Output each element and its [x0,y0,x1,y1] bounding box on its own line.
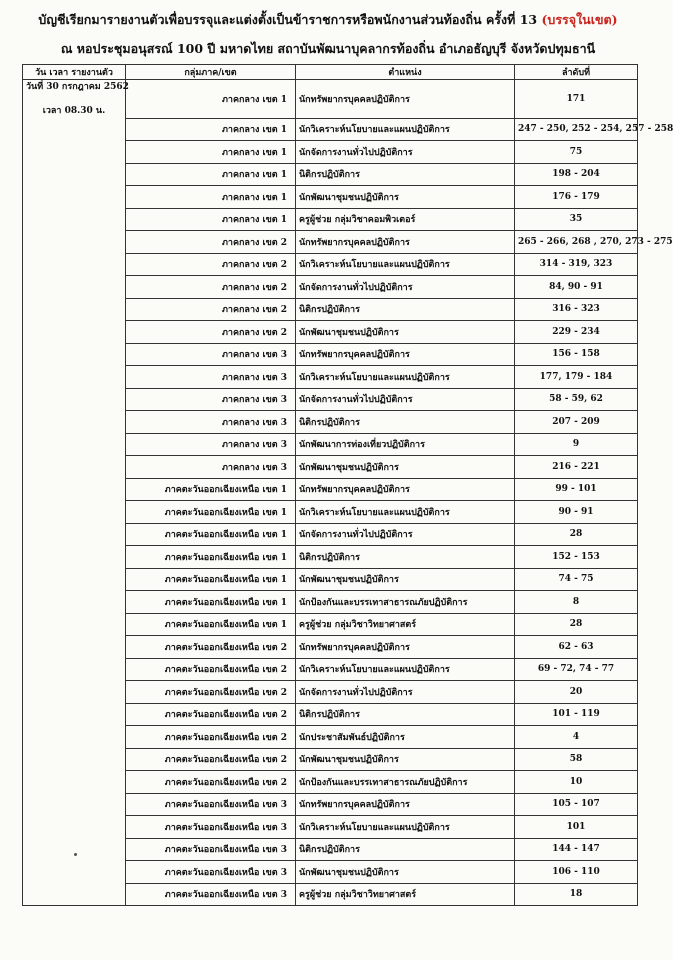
position-cell: นักพัฒนาชุมชนปฏิบัติการ [296,321,515,344]
date-cell [23,838,126,861]
order-cell: 58 [515,748,638,771]
order-cell: 18 [515,883,638,906]
order-cell: 152 - 153 [515,546,638,569]
date-cell [23,816,126,839]
date-cell [23,208,126,231]
report-time: เวลา 08.30 น. [42,106,106,116]
zone-cell: ภาคตะวันออกเฉียงเหนือ เขต 1 [126,546,296,569]
order-cell: 75 [515,141,638,164]
date-cell [23,388,126,411]
zone-cell: ภาคกลาง เขต 2 [126,253,296,276]
date-cell [23,771,126,794]
zone-cell: ภาคกลาง เขต 2 [126,231,296,254]
order-cell: 90 - 91 [515,501,638,524]
table-row [23,141,638,164]
table-row [23,343,638,366]
position-cell: นักจัดการงานทั่วไปปฏิบัติการ [296,276,515,299]
zone-cell: ภาคกลาง เขต 1 [126,80,296,119]
date-cell [23,793,126,816]
title-highlight: (บรรจุในเขต) [541,12,618,27]
order-cell: 316 - 323 [515,298,638,321]
order-cell: 20 [515,681,638,704]
zone-cell: ภาคกลาง เขต 1 [126,118,296,141]
date-cell [23,80,129,119]
order-cell: 176 - 179 [515,186,638,209]
zone-cell: ภาคกลาง เขต 2 [126,298,296,321]
zone-cell: ภาคกลาง เขต 1 [126,141,296,164]
position-cell: นักจัดการงานทั่วไปปฏิบัติการ [296,681,515,704]
table-row [23,703,638,726]
zone-cell: ภาคตะวันออกเฉียงเหนือ เขต 1 [126,478,296,501]
date-cell [23,568,126,591]
date-cell [23,613,126,636]
table-row [23,433,638,456]
position-cell: นักพัฒนาการท่องเที่ยวปฏิบัติการ [296,433,515,456]
order-cell: 207 - 209 [515,411,638,434]
order-cell: 35 [515,208,638,231]
zone-cell: ภาคตะวันออกเฉียงเหนือ เขต 2 [126,726,296,749]
position-cell: นักป้องกันและบรรเทาสาธารณภัยปฏิบัติการ [296,771,515,794]
position-cell: นักทรัพยากรบุคคลปฏิบัติการ [296,793,515,816]
position-cell: นักพัฒนาชุมชนปฏิบัติการ [296,456,515,479]
position-cell: นักจัดการงานทั่วไปปฏิบัติการ [296,523,515,546]
table-row [23,80,638,119]
date-cell [23,523,126,546]
table-header-row [23,65,638,80]
table-row [23,411,638,434]
zone-cell: ภาคกลาง เขต 2 [126,321,296,344]
position-cell: นักทรัพยากรบุคคลปฏิบัติการ [296,80,515,119]
zone-cell: ภาคตะวันออกเฉียงเหนือ เขต 2 [126,681,296,704]
page-title [0,10,656,30]
zone-cell: ภาคกลาง เขต 3 [126,366,296,389]
table-row [23,793,638,816]
table-row [23,591,638,614]
order-cell: 144 - 147 [515,838,638,861]
zone-cell: ภาคกลาง เขต 3 [126,433,296,456]
position-cell: นักทรัพยากรบุคคลปฏิบัติการ [296,343,515,366]
order-cell: 8 [515,591,638,614]
date-cell [23,343,126,366]
scan-dot [74,853,77,856]
table-row [23,546,638,569]
date-cell [23,501,126,524]
order-cell: 101 [515,816,638,839]
zone-cell: ภาคตะวันออกเฉียงเหนือ เขต 1 [126,613,296,636]
order-cell: 99 - 101 [515,478,638,501]
order-cell: 247 - 250, 252 - 254, 257 - 258 [515,118,638,141]
table-row [23,681,638,704]
position-cell: นักประชาสัมพันธ์ปฏิบัติการ [296,726,515,749]
position-cell: นักทรัพยากรบุคคลปฏิบัติการ [296,478,515,501]
table-row [23,748,638,771]
zone-cell: ภาคตะวันออกเฉียงเหนือ เขต 3 [126,816,296,839]
date-cell [23,591,126,614]
order-cell: 101 - 119 [515,703,638,726]
position-cell: นิติกรปฏิบัติการ [296,298,515,321]
date-cell [23,231,126,254]
position-cell: นักทรัพยากรบุคคลปฏิบัติการ [296,231,515,254]
zone-cell: ภาคกลาง เขต 3 [126,411,296,434]
zone-cell: ภาคกลาง เขต 3 [126,456,296,479]
table-row [23,366,638,389]
table-row [23,208,638,231]
table-row [23,568,638,591]
zone-cell: ภาคตะวันออกเฉียงเหนือ เขต 1 [126,501,296,524]
position-cell: นิติกรปฏิบัติการ [296,838,515,861]
zone-cell: ภาคกลาง เขต 3 [126,388,296,411]
position-cell: นักวิเคราะห์นโยบายและแผนปฏิบัติการ [296,816,515,839]
table-row [23,726,638,749]
order-cell: 84, 90 - 91 [515,276,638,299]
zone-cell: ภาคตะวันออกเฉียงเหนือ เขต 1 [126,591,296,614]
order-cell: 177, 179 - 184 [515,366,638,389]
zone-cell: ภาคตะวันออกเฉียงเหนือ เขต 2 [126,748,296,771]
date-cell [23,546,126,569]
table-row [23,658,638,681]
zone-cell: ภาคตะวันออกเฉียงเหนือ เขต 2 [126,703,296,726]
table-row [23,501,638,524]
order-cell: 28 [515,613,638,636]
position-cell: นักวิเคราะห์นโยบายและแผนปฏิบัติการ [296,118,515,141]
table-body [23,80,673,906]
report-schedule-table [22,64,673,906]
order-cell: 74 - 75 [515,568,638,591]
table-row [23,118,638,141]
order-cell: 4 [515,726,638,749]
position-cell: นักป้องกันและบรรเทาสาธารณภัยปฏิบัติการ [296,591,515,614]
date-cell [23,186,126,209]
date-cell [23,321,126,344]
order-cell: 198 - 204 [515,163,638,186]
table-row [23,456,638,479]
table-row [23,771,638,794]
date-cell [23,298,126,321]
zone-cell: ภาคกลาง เขต 2 [126,276,296,299]
table-row [23,523,638,546]
table-row [23,613,638,636]
table-row [23,231,638,254]
position-cell: นักวิเคราะห์นโยบายและแผนปฏิบัติการ [296,501,515,524]
table-row [23,321,638,344]
table-row [23,163,638,186]
title-main: บัญชีเรียกมารายงานตัวเพื่อบรรจุและแต่งตั้งเป็นข้าราชการหรือพนักงานส่วนท้องถิ่น ครั้งที่ 13 [38,12,542,27]
order-cell: 62 - 63 [515,636,638,659]
position-cell: นักวิเคราะห์นโยบายและแผนปฏิบัติการ [296,253,515,276]
order-cell: 105 - 107 [515,793,638,816]
table-row [23,186,638,209]
position-cell: นิติกรปฏิบัติการ [296,546,515,569]
date-cell [23,658,126,681]
position-cell: นิติกรปฏิบัติการ [296,163,515,186]
position-cell: ครูผู้ช่วย กลุ่มวิชาวิทยาศาสตร์ [296,613,515,636]
page-subtitle: ณ หอประชุมอนุสรณ์ 100 ปี มหาดไทย สถาบันพัฒนาบุคลากรท้องถิ่น อำเภอธัญบุรี จังหวัดปทุมธานี [60,41,596,56]
position-cell: ครูผู้ช่วย กลุ่มวิชาวิทยาศาสตร์ [296,883,515,906]
date-cell [23,883,126,906]
table-row [23,478,638,501]
order-cell: 9 [515,433,638,456]
date-cell [23,478,126,501]
date-cell [23,703,126,726]
position-cell: นักทรัพยากรบุคคลปฏิบัติการ [296,636,515,659]
date-cell [23,163,126,186]
report-date: วันที่ 30 กรกฎาคม 2562 [26,82,129,92]
position-cell: นักพัฒนาชุมชนปฏิบัติการ [296,186,515,209]
zone-cell: ภาคตะวันออกเฉียงเหนือ เขต 3 [126,793,296,816]
order-cell: 156 - 158 [515,343,638,366]
zone-cell: ภาคตะวันออกเฉียงเหนือ เขต 1 [126,523,296,546]
zone-cell: ภาคตะวันออกเฉียงเหนือ เขต 2 [126,636,296,659]
date-cell [23,456,126,479]
position-cell: นักพัฒนาชุมชนปฏิบัติการ [296,748,515,771]
table-row [23,253,638,276]
position-cell: นักพัฒนาชุมชนปฏิบัติการ [296,861,515,884]
zone-cell: ภาคกลาง เขต 1 [126,163,296,186]
header-zone: กลุ่มภาค/เขต [126,65,296,80]
date-cell [23,748,126,771]
zone-cell: ภาคตะวันออกเฉียงเหนือ เขต 2 [126,658,296,681]
zone-cell: ภาคตะวันออกเฉียงเหนือ เขต 3 [126,861,296,884]
date-cell [23,433,126,456]
order-cell: 171 [515,80,638,119]
order-cell: 229 - 234 [515,321,638,344]
zone-cell: ภาคกลาง เขต 1 [126,208,296,231]
date-cell [23,411,126,434]
zone-cell: ภาคกลาง เขต 3 [126,343,296,366]
zone-cell: ภาคตะวันออกเฉียงเหนือ เขต 2 [126,771,296,794]
date-cell [23,366,126,389]
order-cell: 10 [515,771,638,794]
order-cell: 216 - 221 [515,456,638,479]
date-cell [23,726,126,749]
zone-cell: ภาคตะวันออกเฉียงเหนือ เขต 1 [126,568,296,591]
date-cell [23,861,126,884]
order-cell: 265 - 266, 268 , 270, 273 - 275 [515,231,638,254]
zone-cell: ภาคตะวันออกเฉียงเหนือ เขต 3 [126,883,296,906]
zone-cell: ภาคกลาง เขต 1 [126,186,296,209]
date-cell [23,141,126,164]
date-cell [23,276,126,299]
date-cell [23,636,126,659]
header-date-time: วัน เวลา รายงานตัว [23,65,126,80]
position-cell: นิติกรปฏิบัติการ [296,703,515,726]
header-order: ลำดับที่ [515,65,638,80]
table-row [23,276,638,299]
table-row [23,816,638,839]
order-cell: 28 [515,523,638,546]
table-row [23,636,638,659]
table-row [23,388,638,411]
order-cell: 106 - 110 [515,861,638,884]
order-cell: 314 - 319, 323 [515,253,638,276]
date-cell [23,118,126,141]
order-cell: 58 - 59, 62 [515,388,638,411]
position-cell: นักวิเคราะห์นโยบายและแผนปฏิบัติการ [296,658,515,681]
date-cell [23,253,126,276]
date-cell [23,681,126,704]
position-cell: ครูผู้ช่วย กลุ่มวิชาคอมพิวเตอร์ [296,208,515,231]
table-row [23,883,638,906]
header-position: ตำแหน่ง [296,65,515,80]
position-cell: นักวิเคราะห์นโยบายและแผนปฏิบัติการ [296,366,515,389]
position-cell: นักจัดการงานทั่วไปปฏิบัติการ [296,388,515,411]
zone-cell: ภาคตะวันออกเฉียงเหนือ เขต 3 [126,838,296,861]
table-row [23,298,638,321]
position-cell: นักจัดการงานทั่วไปปฏิบัติการ [296,141,515,164]
position-cell: นักพัฒนาชุมชนปฏิบัติการ [296,568,515,591]
order-cell: 69 - 72, 74 - 77 [515,658,638,681]
position-cell: นิติกรปฏิบัติการ [296,411,515,434]
table-row [23,861,638,884]
table-row [23,838,638,861]
